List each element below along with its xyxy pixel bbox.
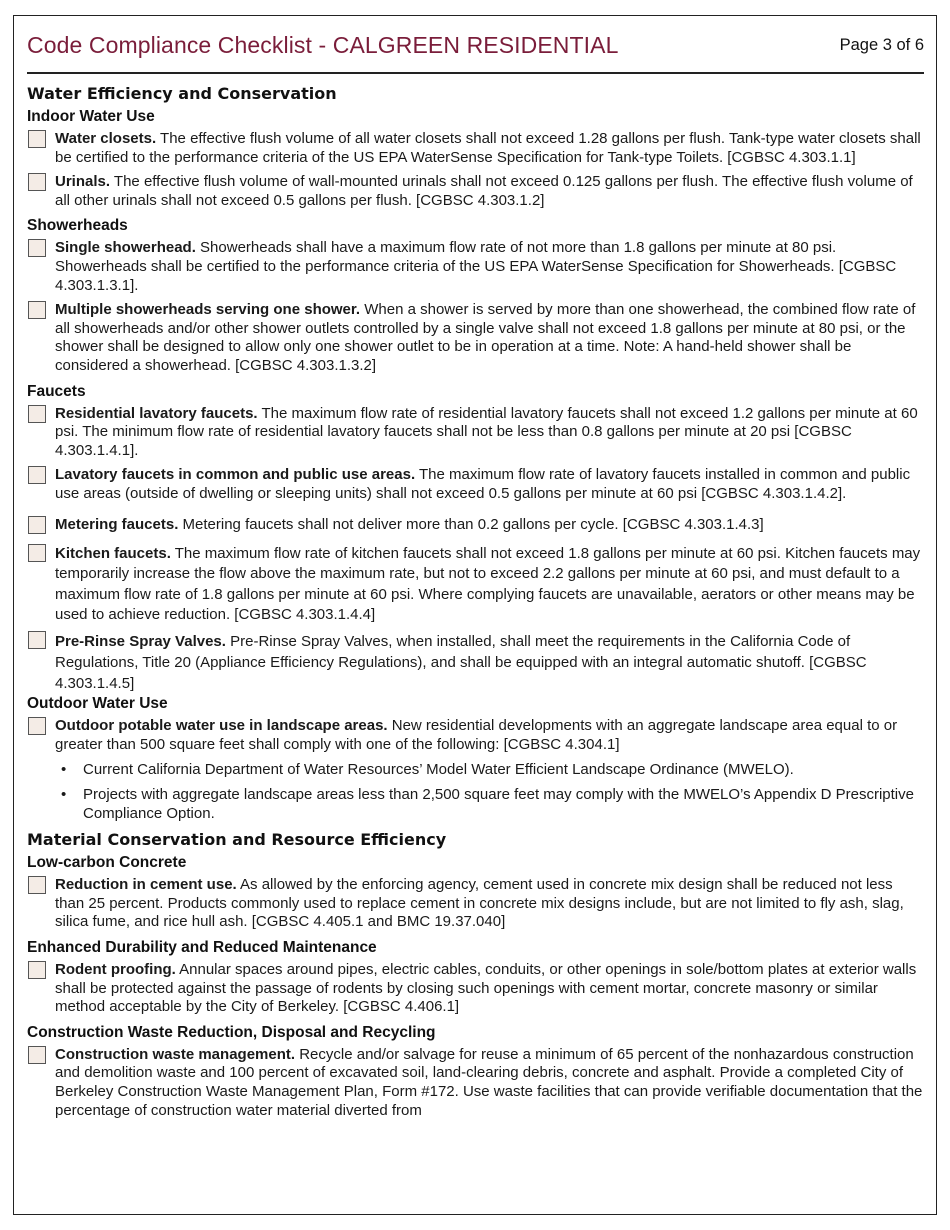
checklist-content: [27, 81, 924, 1126]
checklist-item-water-closets: [27, 130, 924, 167]
item-text: The maximum flow rate of residential lavatory faucets shall not exceed 1.2 gallons per minute at 60 psi. The minimum flow rate of residential lavatory faucets shall not be less than 0.8 gallons per minute at 20 psi [CGBSC 4.303.1.4.1].: [55, 404, 918, 459]
bullet-icon: •: [61, 786, 67, 804]
checkbox[interactable]: [28, 544, 46, 562]
bullet-icon: •: [61, 761, 67, 779]
checklist-item-cement-reduction: [27, 876, 924, 932]
section-title: Material Conservation and Resource Efficiency: [27, 830, 447, 850]
list-item: [55, 786, 924, 823]
bullet-text: Current California Department of Water Resources’ Model Water Efficient Landscape Ordinance (MWELO).: [83, 761, 794, 779]
item-lead: Urinals.: [55, 173, 111, 191]
item-lead: Kitchen faucets.: [55, 545, 171, 563]
checkbox[interactable]: [28, 405, 46, 423]
checklist-item-multiple-showerheads: [27, 301, 924, 375]
page-title: Code Compliance Checklist - CALGREEN RESIDENTIAL: [27, 32, 619, 58]
checkbox[interactable]: [28, 1046, 46, 1064]
checklist-item-metering-faucets: [27, 516, 924, 535]
bullet-text: Projects with aggregate landscape areas less than 2,500 square feet may comply with the MWELO’s Appendix D Prescriptive Compliance Option.: [83, 786, 914, 822]
checkbox[interactable]: [28, 876, 46, 894]
checkbox[interactable]: [28, 961, 46, 979]
checklist-item-pre-rinse-spray-valves: [27, 631, 924, 694]
subsection-title: Outdoor Water Use: [27, 695, 168, 713]
checkbox[interactable]: [28, 466, 46, 484]
item-lead: Reduction in cement use.: [55, 876, 237, 894]
item-text: The effective flush volume of all water closets shall not exceed 1.28 gallons per flush. Tank-type water closets shall be certified to the performance criteria of the US EPA WaterSense Specification for Tank-type Toilets. [CGBSC 4.303.1.1]: [55, 130, 921, 166]
checklist-item-kitchen-faucets: [27, 544, 924, 625]
item-text: The maximum flow rate of lavatory faucets installed in common and public use areas (outside of dwelling or sleeping units) shall not exceed 0.5 gallons per minute at 60 psi [CGBSC 4.303.1.4.2].: [55, 466, 911, 502]
checkbox[interactable]: [28, 301, 46, 319]
checkbox[interactable]: [28, 239, 46, 257]
item-text: Annular spaces around pipes, electric cables, conduits, or other openings in sole/bottom plates at exterior walls shall be protected against the passage of rodents by closing such openings with cement mortar, concrete masonry or similar method acceptable by the City of Berkeley. [CGBSC 4.406.1]: [55, 961, 917, 1016]
item-text: Recycle and/or salvage for reuse a minimum of 65 percent of the nonhazardous construction and demolition waste and 100 percent of excavated soil, land-clearing debris, concrete and asphalt. Provide a completed City of Berkeley Construction Waste Management Plan, Form #172. Use waste facilities that can provide verifiable documentation that the percentage of construction water material diverted from: [55, 1045, 923, 1119]
checklist-item-single-showerhead: [27, 239, 924, 295]
checkbox[interactable]: [28, 516, 46, 534]
checklist-item-rodent-proofing: [27, 961, 924, 1017]
item-lead: Water closets.: [55, 130, 157, 147]
section-title: Water Efficiency and Conservation: [27, 84, 337, 103]
subsection-title: Enhanced Durability and Reduced Maintenance: [27, 939, 377, 957]
checkbox[interactable]: [28, 173, 46, 191]
item-text: The maximum flow rate of kitchen faucets shall not exceed 1.8 gallons per minute at 60 psi. Kitchen faucets may temporarily increase the flow above the maximum rate, but not to exceed 2.2 gallons per minute at 60 psi, and must default to a maximum flow rate of 1.8 gallons per minute at 60 psi. Where complying faucets are unavailable, aerators or other means may be used to achieve reduction. [CGBSC 4.303.1.4.4]: [55, 545, 921, 623]
subsection-title: Showerheads: [27, 217, 128, 235]
item-lead: Metering faucets.: [55, 515, 179, 533]
item-text: The effective flush volume of wall-mounted urinals shall not exceed 0.125 gallons per flush. The effective flush volume of all other urinals shall not exceed 0.5 gallons per flush. [CGBSC 4.303.1.2]: [55, 173, 913, 209]
item-lead: Pre-Rinse Spray Valves.: [55, 633, 226, 651]
item-text: Showerheads shall have a maximum flow rate of not more than 1.8 gallons per minute at 80 psi. Showerheads shall be certified to the performance criteria of the US EPA WaterSense Specification for Showerheads. [CGBSC 4.303.1.3.1].: [55, 239, 897, 294]
checkbox[interactable]: [28, 631, 46, 649]
checklist-item-public-lavatory-faucets: [27, 466, 924, 503]
subsection-title: Low-carbon Concrete: [27, 854, 187, 872]
item-lead: Rodent proofing.: [55, 961, 176, 979]
document-page: [13, 15, 937, 1215]
item-text: New residential developments with an aggregate landscape area equal to or greater than 500 square feet shall comply with one of the following: [CGBSC 4.304.1]: [55, 717, 898, 753]
item-lead: Outdoor potable water use in landscape areas.: [55, 717, 388, 735]
item-text: When a shower is served by more than one showerhead, the combined flow rate of all showerheads and/or other shower outlets controlled by a single valve shall not exceed 1.8 gallons per minute at 80 psi, or the shower shall be designed to allow only one shower outlet to be in operation at a time. Note: A hand-held shower shall be considered a showerhead. [CGBSC 4.303.1.3.2]: [55, 301, 916, 374]
subsection-title: Indoor Water Use: [27, 108, 155, 125]
item-text: Metering faucets shall not deliver more than 0.2 gallons per cycle. [CGBSC 4.303.1.4.3]: [178, 515, 764, 533]
item-lead: Construction waste management.: [55, 1045, 296, 1063]
item-lead: Single showerhead.: [55, 239, 196, 257]
subsection-title: Faucets: [27, 382, 86, 400]
item-text: Pre-Rinse Spray Valves, when installed, shall meet the requirements in the California Code of Regulations, Title 20 (Appliance Efficiency Regulations), and shall be equipped with an integral automatic shutoff. [CGBSC 4.303.1.4.5]: [55, 633, 867, 693]
checkbox[interactable]: [28, 130, 46, 148]
item-text: As allowed by the enforcing agency, cement used in concrete mix design shall be reduced not less than 25 percent. Products commonly used to replace cement in concrete mix designs include, but are not limited to fly ash, slag, silica fume, and rice hull ash. [CGBSC 4.405.1 and BMC 19.37.040]: [55, 876, 904, 931]
checklist-item-residential-lavatory-faucets: [27, 405, 924, 461]
checkbox[interactable]: [28, 717, 46, 735]
page-header: [27, 30, 924, 74]
item-lead: Lavatory faucets in common and public use areas.: [55, 466, 416, 484]
checklist-item-outdoor-landscape: [27, 717, 924, 754]
checklist-item-construction-waste: [27, 1046, 924, 1120]
bullet-list: [27, 761, 924, 823]
page-number: Page 3 of 6: [839, 36, 924, 54]
checklist-item-urinals: [27, 173, 924, 210]
item-lead: Residential lavatory faucets.: [55, 404, 258, 422]
list-item: [55, 761, 924, 780]
item-lead: Multiple showerheads serving one shower.: [55, 301, 361, 319]
subsection-title: Construction Waste Reduction, Disposal and Recycling: [27, 1023, 436, 1041]
